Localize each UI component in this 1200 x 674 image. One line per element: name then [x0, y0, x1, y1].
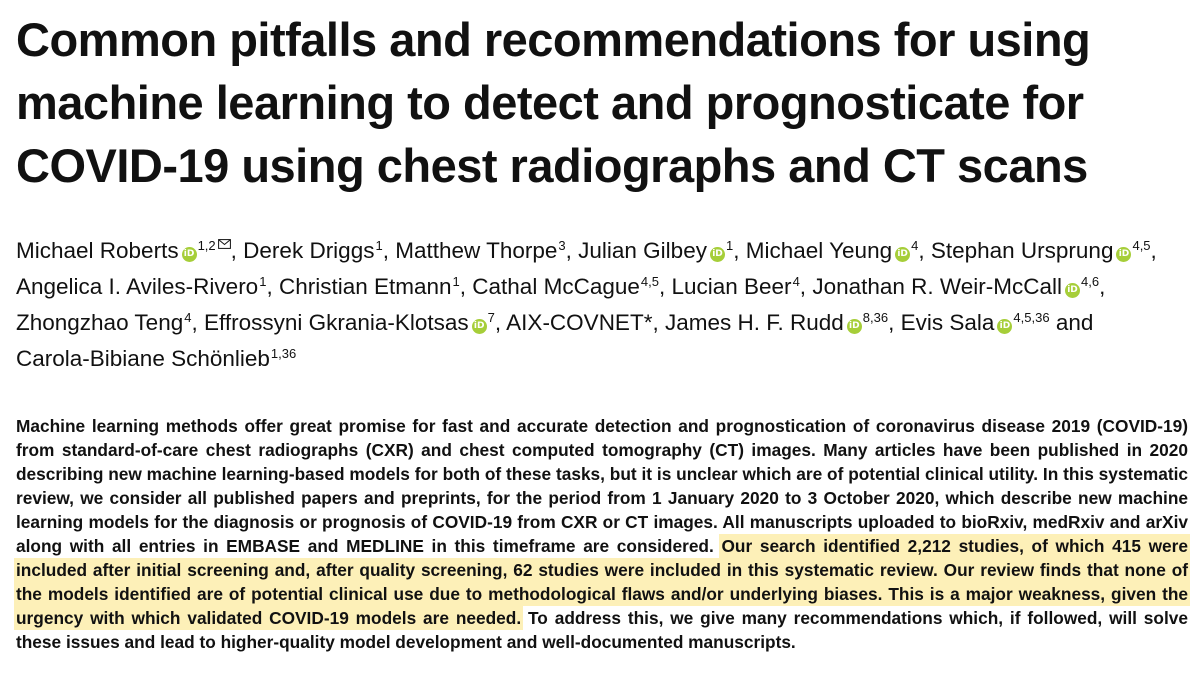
author[interactable] [16, 346, 296, 371]
author[interactable] [472, 274, 659, 299]
author-separator: , [799, 274, 813, 299]
author-separator: , [652, 310, 665, 335]
paper-page [16, 0, 1188, 674]
abstract [16, 414, 1188, 654]
affiliation-superscript: 4,5,36 [1013, 310, 1050, 325]
author-separator: , [733, 238, 746, 263]
author[interactable] [204, 310, 495, 335]
author-separator: , [459, 274, 473, 299]
orcid-icon[interactable]: iD [472, 319, 487, 334]
author-name[interactable]: Christian Etmann [278, 274, 452, 299]
author-list [16, 233, 1188, 377]
author[interactable] [279, 274, 460, 299]
author-separator: , [1150, 238, 1157, 263]
affiliation-superscript: 3 [558, 238, 566, 253]
author-name[interactable]: Lucian Beer [671, 274, 792, 299]
affiliation-superscript: 1,36 [270, 346, 297, 361]
abstract-text: Machine learning methods offer great promise for fast and accurate detection and prognostication of coronavirus disease 2019 (COVID-19) from standard-of-care chest radiographs (CXR) and chest computed tomography (CT) images. Many articles have been published in 2020 describing new machine learning-based models for both of these tasks, but it is unclear which are of potential clinical utility. In this systematic review, we consider all published papers and preprints, for the period from 1 January 2020 to 3 October 2020, which describe new machine learning models for the diagnosis or prognosis of COVID-19 from CXR or CT images. All manuscripts uploaded to bioRxiv, medRxiv and arXiv along with all entries in EMBASE and MEDLINE in this timeframe are considered. [16, 416, 1188, 556]
author-separator: , [565, 238, 579, 263]
author-name[interactable]: Evis Sala [900, 310, 995, 335]
author-separator: , [191, 310, 204, 335]
orcid-icon[interactable]: iD [1065, 283, 1080, 298]
author[interactable] [812, 274, 1099, 299]
author-separator: , [494, 310, 507, 335]
author-name[interactable]: Zhongzhao Teng [16, 310, 184, 335]
author[interactable] [16, 274, 266, 299]
author-separator: , [266, 274, 279, 299]
author[interactable] [901, 310, 1050, 335]
author-name[interactable]: Stephan Ursprung [930, 238, 1114, 263]
author-separator: , [888, 310, 901, 335]
author-name[interactable]: Effrossyni Gkrania-Klotsas [203, 310, 469, 335]
abstract-text-end: To address this, we give many recommendations which, if followed, will solve these issues and lead to higher-quality model development and well-documented manuscripts. [16, 608, 1188, 652]
author-name[interactable]: Carola-Bibiane Schönlieb [16, 346, 270, 371]
email-icon[interactable] [218, 239, 231, 249]
affiliation-superscript: 7 [487, 310, 495, 325]
author[interactable] [506, 310, 652, 335]
author-name[interactable]: Derek Driggs [243, 238, 375, 263]
author[interactable] [578, 238, 733, 263]
author-separator: , [1099, 274, 1106, 299]
author-name[interactable]: Cathal McCague [472, 274, 640, 299]
author[interactable] [671, 274, 799, 299]
author-name[interactable]: James H. F. Rudd [664, 310, 844, 335]
author-name[interactable]: Matthew Thorpe [395, 238, 558, 263]
author[interactable] [931, 238, 1151, 263]
author[interactable] [243, 238, 383, 263]
affiliation-superscript: 1 [452, 274, 460, 289]
affiliation-superscript: 4,5 [640, 274, 659, 289]
affiliation-superscript: 4,5 [1132, 238, 1151, 253]
paper-title: Common pitfalls and recommendations for using machine learning to detect and prognosticate for COVID-19 using chest radiographs and CT scans [16, 13, 1091, 192]
author-name[interactable]: Michael Roberts [16, 238, 179, 263]
orcid-icon[interactable]: iD [710, 247, 725, 262]
abstract-highlighted-text: Our search identified 2,212 studies, of which 415 were included after initial screening and, after quality screening, 62 studies were included in this systematic review. Our review finds that none of the models identified are of potential clinical use due to methodological flaws and/or underlying biases. This is a major weakness, given the urgency with which validated COVID-19 models are needed. [16, 536, 1188, 628]
affiliation-superscript: 4,6 [1080, 274, 1100, 289]
affiliation-superscript: 1,2 [197, 238, 216, 253]
author-name[interactable]: Julian Gilbey [578, 238, 707, 263]
orcid-icon[interactable]: iD [895, 247, 910, 262]
affiliation-superscript: 4 [911, 238, 919, 253]
author-name[interactable]: Michael Yeung [745, 238, 893, 263]
author-name[interactable]: Jonathan R. Weir-McCall [812, 274, 1062, 299]
author[interactable] [395, 238, 565, 263]
author-separator: , [918, 238, 931, 263]
affiliation-superscript: 1 [259, 274, 267, 289]
affiliation-superscript: 1 [725, 238, 734, 253]
author-separator: , [382, 238, 396, 263]
author-separator: and [1049, 310, 1094, 335]
affiliation-superscript: 4 [184, 310, 192, 325]
author-separator: , [658, 274, 672, 299]
orcid-icon[interactable]: iD [182, 247, 197, 262]
author[interactable] [16, 310, 191, 335]
orcid-icon[interactable]: iD [997, 319, 1012, 334]
author[interactable] [746, 238, 919, 263]
orcid-icon[interactable]: iD [1116, 247, 1131, 262]
affiliation-superscript: 8,36 [862, 310, 889, 325]
author[interactable] [665, 310, 888, 335]
affiliation-superscript: 1 [375, 238, 383, 253]
author-separator: , [230, 238, 244, 263]
author-name[interactable]: Angelica I. Aviles-Rivero [16, 274, 259, 299]
orcid-icon[interactable]: iD [847, 319, 862, 334]
affiliation-superscript: 4 [792, 274, 800, 289]
author-name[interactable]: AIX-COVNET* [506, 310, 653, 335]
author[interactable] [16, 238, 231, 263]
